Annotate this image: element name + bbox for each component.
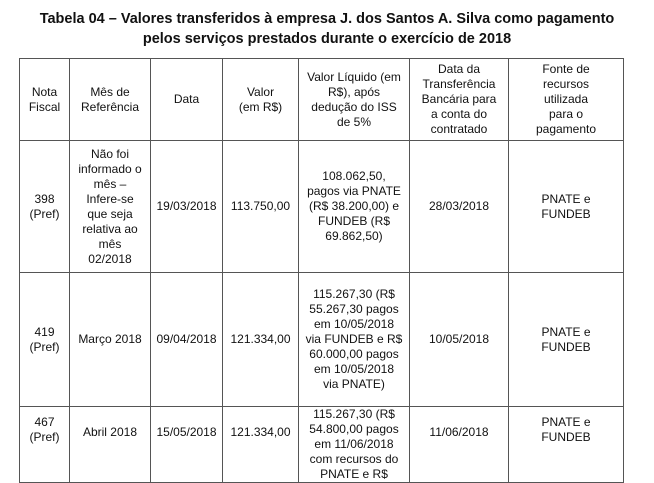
header-valor-liquido: Valor Líquido (em R$), após dedução do ISS de 5%: [299, 59, 410, 141]
table-row: [20, 141, 624, 273]
table-title: [0, 9, 654, 49]
header-fonte-recursos: Fonte de recursos utilizada para o pagamento: [509, 59, 624, 141]
cell-fonte-recursos-wrap: [509, 407, 624, 483]
cell-fonte-recursos: PNATE e FUNDEB: [509, 273, 624, 407]
header-valor: Valor (em R$): [223, 59, 299, 141]
table-row: [20, 273, 624, 407]
cell-mes-referencia: Não foi informado o mês – Infere-se que seja relativa ao mês 02/2018: [70, 141, 151, 273]
cell-data-wrap: [151, 407, 223, 483]
table-title-line-1: Tabela 04 – Valores transferidos à empresa J. dos Santos A. Silva como pagamento: [39, 11, 615, 27]
cell-data: 19/03/2018: [151, 141, 223, 273]
header-mes-referencia: Mês de Referência: [70, 59, 151, 141]
table-title-line-2: pelos serviços prestados durante o exercício de 2018: [142, 31, 512, 47]
payments-table: [19, 58, 624, 483]
cell-data-transferencia-wrap: [410, 407, 509, 483]
cell-data: 15/05/2018: [156, 425, 217, 439]
header-data: Data: [151, 59, 223, 141]
cell-data-transferencia: 11/06/2018: [429, 425, 489, 439]
header-data-transferencia: Data da Transferência Bancária para a conta do contratado: [410, 59, 509, 141]
cell-data-transferencia: 28/03/2018: [410, 141, 509, 273]
cell-valor-liquido-wrap: [299, 407, 410, 483]
cell-nota-fiscal: 467 (Pref): [29, 415, 60, 444]
cell-fonte-recursos: PNATE e FUNDEB: [509, 141, 624, 273]
cell-valor-wrap: [223, 407, 299, 483]
cell-data: 09/04/2018: [151, 273, 223, 407]
table-row: [20, 407, 624, 483]
cell-valor-liquido: 108.062,50, pagos via PNATE (R$ 38.200,00) e FUNDEB (R$ 69.862,50): [299, 141, 410, 273]
cell-data-transferencia: 10/05/2018: [410, 273, 509, 407]
cell-valor: 121.334,00: [223, 273, 299, 407]
cell-valor: 113.750,00: [223, 141, 299, 273]
header-row: [20, 59, 624, 141]
cell-valor: 121.334,00: [230, 425, 291, 439]
cell-mes-referencia: Abril 2018: [82, 425, 138, 439]
cell-mes-referencia-wrap: [70, 407, 151, 483]
cell-valor-liquido: 115.267,30 (R$ 54.800,00 pagos em 11/06/2018 com recursos do PNATE e R$: [309, 407, 399, 481]
cell-fonte-recursos: PNATE e FUNDEB: [541, 415, 591, 444]
cell-mes-referencia: Março 2018: [70, 273, 151, 407]
cell-nota-fiscal-wrap: [20, 407, 70, 483]
cell-nota-fiscal: 419 (Pref): [20, 273, 70, 407]
cell-nota-fiscal: 398 (Pref): [20, 141, 70, 273]
cell-valor-liquido: 115.267,30 (R$ 55.267,30 pagos em 10/05/2018 via FUNDEB e R$ 60.000,00 pagos em 10/05/2018 via PNATE): [299, 273, 410, 407]
header-nota-fiscal: Nota Fiscal: [20, 59, 70, 141]
